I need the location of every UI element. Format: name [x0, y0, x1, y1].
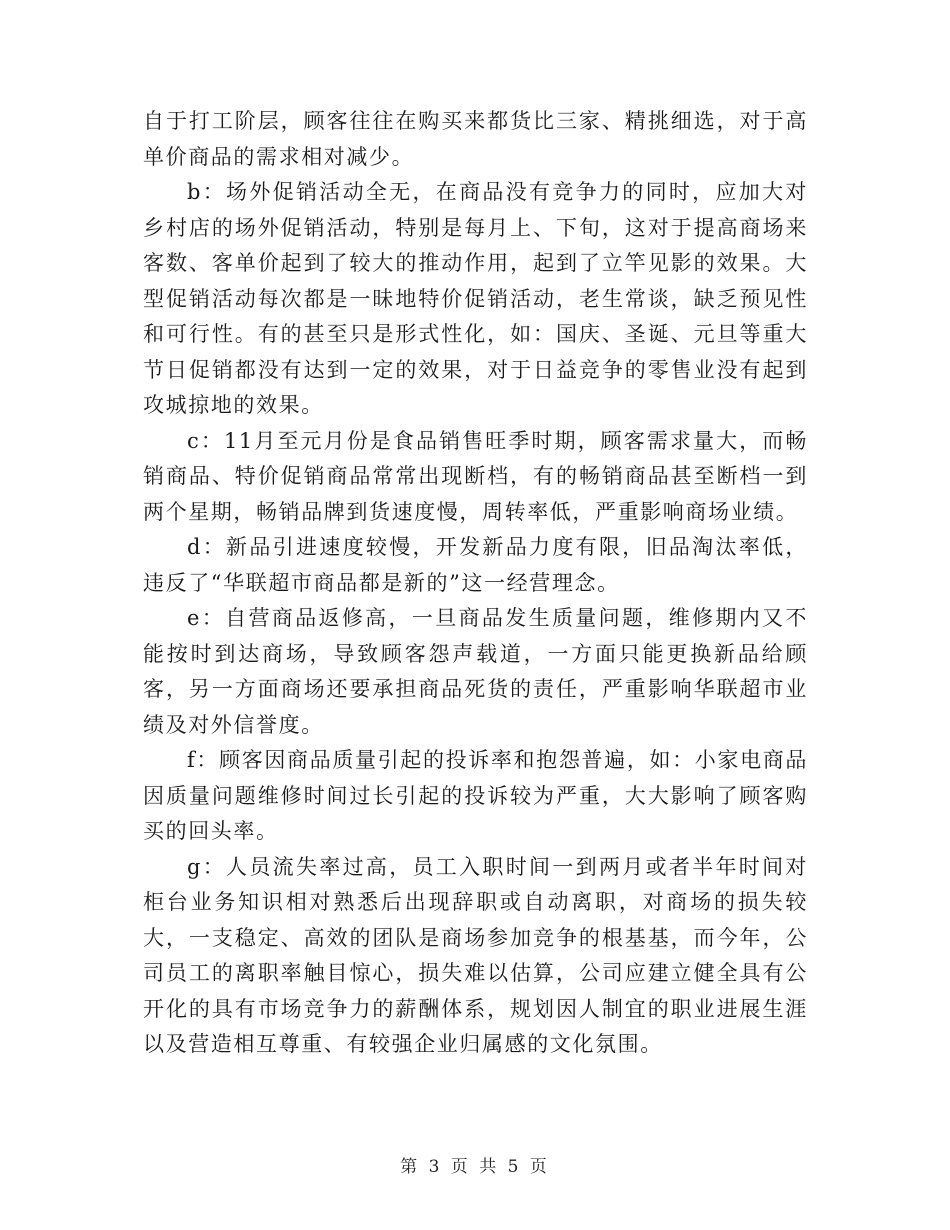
page-number-footer: 第 3 页 共 5 页 — [400, 1157, 550, 1177]
paragraph-item-b: b：场外促销活动全无，在商品没有竞争力的同时，应加大对乡村店的场外促销活动，特别是每月上、下旬，这对于提高商场来客数、客单价起到了较大的推动作用，起到了立竿见影的效果。大型促销活动每次都是一昧地特价促销活动，老生常谈，缺乏预见性和可行性。有的甚至只是形式性化，如：国庆、圣诞、元旦等重大节日促销都没有达到一定的效果，对于日益竞争的零售业没有起到攻城掠地的效果。 — [143, 180, 808, 417]
document-body — [143, 104, 808, 1063]
paragraph-item-f: f：顾客因商品质量引起的投诉率和抱怨普遍，如：小家电商品因质量问题维修时间过长引起的投诉较为严重，大大影响了顾客购买的回头率。 — [143, 748, 808, 843]
paragraph-item-c: c：11月至元月份是食品销售旺季时期，顾客需求量大，而畅销商品、特价促销商品常常出现断档，有的畅销商品甚至断档一到两个星期，畅销品牌到货速度慢，周转率低，严重影响商场业绩。 — [143, 428, 808, 524]
paragraph-item-d: d：新品引进速度较慢，开发新品力度有限，旧品淘汰率低，违反了“华联超市商品都是新的”这一经营理念。 — [143, 535, 808, 595]
paragraph-item-e: e：自营商品返修高，一旦商品发生质量问题，维修期内又不能按时到达商场，导致顾客怨声载道，一方面只能更换新品给顾客，另一方面商场还要承担商品死货的责任，严重影响华联超市业绩及对外信誉度。 — [143, 606, 808, 737]
paragraph-item-g: g：人员流失率过高，员工入职时间一到两月或者半年时间对柜台业务知识相对熟悉后出现辞职或自动离职，对商场的损失较大，一支稳定、高效的团队是商场参加竞争的根基基，而今年，公司员工的离职率触目惊心，损失难以估算，公司应建立健全具有公开化的具有市场竞争力的薪酬体系，规划因人制宜的职业进展生涯以及营造相互尊重、有较强企业归属感的文化氛围。 — [143, 854, 808, 1056]
paragraph-continuation: 自于打工阶层，顾客往往在购买来都货比三家、精挑细选，对于高单价商品的需求相对减少。 — [143, 109, 808, 169]
